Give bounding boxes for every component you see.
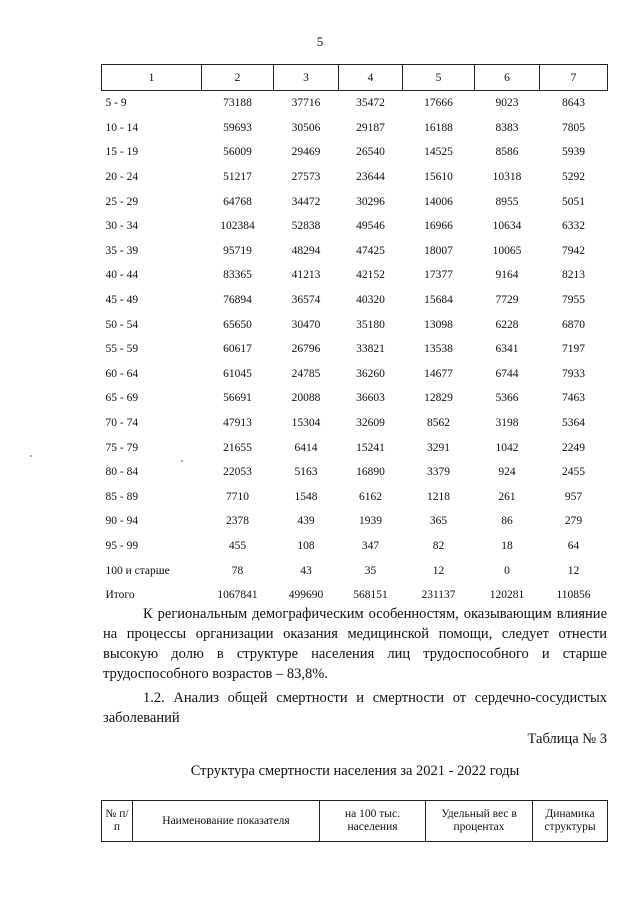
age-group-cell: 45 - 49 <box>105 294 139 307</box>
value-cell: 30470 <box>291 318 321 331</box>
value-cell: 14677 <box>424 367 453 380</box>
section-heading-paragraph <box>103 688 607 728</box>
value-cell: 16966 <box>424 220 453 233</box>
table-row <box>102 91 608 116</box>
value-cell: 56691 <box>223 392 252 405</box>
table-row <box>102 214 608 239</box>
value-cell: 7710 <box>226 490 249 503</box>
table-row <box>102 337 608 362</box>
value-cell: 439 <box>297 515 315 528</box>
table-row <box>102 460 608 485</box>
value-cell: 5366 <box>495 392 519 405</box>
value-cell: 17377 <box>424 269 453 282</box>
value-cell: 9023 <box>495 97 519 110</box>
value-cell: 51217 <box>223 171 252 184</box>
header-share: Удельный вес в процентах <box>426 801 533 842</box>
header-num: № п/п <box>102 801 133 842</box>
value-cell: 17666 <box>424 97 453 110</box>
value-cell: 56009 <box>223 146 252 159</box>
table-row <box>102 189 608 214</box>
value-cell: 49546 <box>356 220 385 233</box>
table-row <box>102 312 608 337</box>
value-cell: 15241 <box>356 441 385 454</box>
value-cell: 7942 <box>562 244 585 257</box>
value-cell: 8586 <box>495 146 519 159</box>
table-row <box>102 165 608 190</box>
value-cell: 34472 <box>291 195 321 208</box>
age-group-cell: 5 - 9 <box>105 97 127 110</box>
age-group-cell: 60 - 64 <box>105 367 139 380</box>
value-cell: 5163 <box>294 466 318 479</box>
header-cell: 6 <box>475 65 540 91</box>
value-cell: 10318 <box>492 171 522 184</box>
value-cell: 14006 <box>424 195 453 208</box>
age-group-cell: 85 - 89 <box>105 490 139 503</box>
value-cell: 64768 <box>223 195 252 208</box>
value-cell: 60617 <box>223 343 252 356</box>
table-title: Структура смертности населения за 2021 - 2022 годы <box>190 763 520 779</box>
table-row <box>102 116 608 141</box>
value-cell: 8643 <box>562 97 585 110</box>
value-cell: 365 <box>429 515 448 528</box>
age-group-cell: Итого <box>105 589 135 602</box>
value-cell: 29469 <box>291 146 321 159</box>
value-cell: 18 <box>501 539 513 552</box>
value-cell: 6341 <box>495 343 519 356</box>
age-group-cell: 35 - 39 <box>105 244 139 257</box>
value-cell: 52838 <box>291 220 321 233</box>
value-cell: 12829 <box>424 392 453 405</box>
value-cell: 16890 <box>356 466 385 479</box>
value-cell: 23644 <box>356 171 385 184</box>
value-cell: 36574 <box>291 294 321 307</box>
value-cell: 110856 <box>556 589 591 602</box>
value-cell: 0 <box>504 564 510 577</box>
table-row <box>102 362 608 387</box>
header-cell: 7 <box>540 65 608 91</box>
mortality-table <box>101 800 608 842</box>
section-heading-text: 1.2. Анализ общей смертности и смертности от сердечно-сосудистых заболеваний <box>103 690 607 726</box>
value-cell: 6228 <box>495 318 519 331</box>
value-cell: 78 <box>231 564 244 577</box>
value-cell: 24785 <box>291 367 321 380</box>
value-cell: 7729 <box>495 294 519 307</box>
age-group-cell: 10 - 14 <box>105 121 139 134</box>
value-cell: 3379 <box>427 466 450 479</box>
value-cell: 924 <box>498 466 516 479</box>
value-cell: 82 <box>432 539 445 552</box>
table-row <box>102 485 608 510</box>
value-cell: 32609 <box>356 417 385 430</box>
table-row <box>102 140 608 165</box>
value-cell: 7805 <box>562 121 585 134</box>
value-cell: 15684 <box>424 294 453 307</box>
value-cell: 26540 <box>356 146 385 159</box>
age-group-cell: 75 - 79 <box>105 441 139 454</box>
value-cell: 455 <box>228 539 247 552</box>
value-cell: 61045 <box>223 367 252 380</box>
header-name: Наименование показателя <box>133 801 320 842</box>
value-cell: 279 <box>564 515 583 528</box>
header-cell: 3 <box>274 65 339 91</box>
value-cell: 64 <box>567 539 580 552</box>
age-group-cell: 55 - 59 <box>105 343 139 356</box>
value-cell: 5051 <box>562 195 585 208</box>
age-group-cell: 50 - 54 <box>105 318 139 331</box>
value-cell: 9164 <box>495 269 519 282</box>
value-cell: 26796 <box>291 343 321 356</box>
header-dynamics: Динамика структуры <box>533 801 608 842</box>
value-cell: 347 <box>361 539 380 552</box>
value-cell: 1067841 <box>217 589 258 602</box>
value-cell: 37716 <box>291 97 321 110</box>
table-row <box>102 411 608 436</box>
table-row <box>102 263 608 288</box>
value-cell: 6870 <box>562 318 585 331</box>
value-cell: 8955 <box>495 195 519 208</box>
value-cell: 6744 <box>495 367 519 380</box>
population-table-body <box>102 91 608 608</box>
value-cell: 36603 <box>356 392 385 405</box>
value-cell: 499690 <box>288 589 324 602</box>
value-cell: 16188 <box>424 121 453 134</box>
value-cell: 7933 <box>562 367 585 380</box>
age-group-cell: 20 - 24 <box>105 171 139 184</box>
value-cell: 7463 <box>562 392 585 405</box>
value-cell: 6332 <box>562 220 585 233</box>
age-group-cell: 15 - 19 <box>105 146 139 159</box>
table-row <box>102 386 608 411</box>
value-cell: 14525 <box>424 146 453 159</box>
scan-speck <box>30 455 32 457</box>
table-row <box>102 435 608 460</box>
value-cell: 33821 <box>356 343 385 356</box>
value-cell: 6414 <box>294 441 318 454</box>
value-cell: 2378 <box>226 515 249 528</box>
table-row <box>102 534 608 559</box>
header-cell: 5 <box>403 65 475 91</box>
value-cell: 120281 <box>489 589 525 602</box>
value-cell: 95719 <box>223 244 252 257</box>
mortality-header-row <box>102 801 608 842</box>
value-cell: 10065 <box>492 244 522 257</box>
value-cell: 957 <box>564 490 583 503</box>
age-group-cell: 30 - 34 <box>105 220 139 233</box>
value-cell: 102384 <box>220 220 255 233</box>
value-cell: 47425 <box>356 244 385 257</box>
value-cell: 13538 <box>424 343 453 356</box>
value-cell: 42152 <box>356 269 385 282</box>
value-cell: 73188 <box>223 97 252 110</box>
value-cell: 8213 <box>562 269 585 282</box>
value-cell: 18007 <box>424 244 453 257</box>
value-cell: 36260 <box>356 367 385 380</box>
value-cell: 30296 <box>356 195 385 208</box>
value-cell: 13098 <box>424 318 453 331</box>
value-cell: 35180 <box>356 318 385 331</box>
age-group-cell: 40 - 44 <box>105 269 139 282</box>
header-cell: 4 <box>339 65 403 91</box>
table-row <box>102 288 608 313</box>
value-cell: 6162 <box>359 490 382 503</box>
age-group-cell: 25 - 29 <box>105 195 139 208</box>
value-cell: 3291 <box>427 441 450 454</box>
value-cell: 261 <box>498 490 516 503</box>
value-cell: 2455 <box>562 466 585 479</box>
value-cell: 1939 <box>359 515 382 528</box>
age-group-cell: 100 и старше <box>105 564 170 577</box>
value-cell: 59693 <box>223 121 252 134</box>
age-group-cell: 70 - 74 <box>105 417 139 430</box>
value-cell: 27573 <box>291 171 321 184</box>
value-cell: 20088 <box>291 392 321 405</box>
value-cell: 22053 <box>223 466 252 479</box>
value-cell: 41213 <box>291 269 321 282</box>
table-row <box>102 558 608 583</box>
population-table <box>101 64 608 607</box>
table-row <box>102 509 608 534</box>
value-cell: 15304 <box>291 417 321 430</box>
value-cell: 8562 <box>427 417 450 430</box>
value-cell: 86 <box>501 515 513 528</box>
value-cell: 1218 <box>427 490 450 503</box>
value-cell: 43 <box>300 564 312 577</box>
table-row <box>102 239 608 264</box>
value-cell: 29187 <box>356 121 385 134</box>
value-cell: 8383 <box>495 121 519 134</box>
value-cell: 76894 <box>223 294 252 307</box>
value-cell: 5939 <box>562 146 585 159</box>
value-cell: 12 <box>567 564 580 577</box>
value-cell: 12 <box>432 564 445 577</box>
age-group-cell: 95 - 99 <box>105 539 139 552</box>
demographic-paragraph <box>103 604 607 684</box>
value-cell: 7955 <box>562 294 585 307</box>
page-number: 5 <box>316 34 324 49</box>
value-cell: 7197 <box>562 343 585 356</box>
value-cell: 65650 <box>223 318 252 331</box>
value-cell: 3198 <box>495 417 519 430</box>
value-cell: 568151 <box>353 589 388 602</box>
scan-speck <box>181 460 183 462</box>
value-cell: 47913 <box>223 417 252 430</box>
value-cell: 21655 <box>223 441 252 454</box>
value-cell: 2249 <box>562 441 585 454</box>
value-cell: 5292 <box>562 171 585 184</box>
table-header-row <box>102 65 608 91</box>
value-cell: 15610 <box>424 171 453 184</box>
paragraph-text: К региональным демографическим особенностям, оказывающим влияние на процессы организации оказания медицинской помощи, следует отнести высокую долю в структуре населения лиц трудоспособного и старше трудоспособного возрастов – 83,8%. <box>103 606 607 682</box>
value-cell: 1548 <box>294 490 318 503</box>
header-per-100k: на 100 тыс. населения <box>320 801 426 842</box>
age-group-cell: 80 - 84 <box>105 466 139 479</box>
value-cell: 108 <box>297 539 315 552</box>
value-cell: 35472 <box>356 97 385 110</box>
header-cell: 2 <box>202 65 274 91</box>
value-cell: 48294 <box>291 244 321 257</box>
header-cell: 1 <box>102 65 202 91</box>
value-cell: 83365 <box>223 269 252 282</box>
value-cell: 5364 <box>562 417 585 430</box>
value-cell: 10634 <box>492 220 522 233</box>
age-group-cell: 90 - 94 <box>105 515 139 528</box>
age-group-cell: 65 - 69 <box>105 392 139 405</box>
value-cell: 1042 <box>495 441 519 454</box>
value-cell: 30506 <box>291 121 321 134</box>
value-cell: 40320 <box>356 294 385 307</box>
value-cell: 35 <box>364 564 377 577</box>
value-cell: 231137 <box>421 589 456 602</box>
table-label: Таблица № 3 <box>527 731 607 747</box>
